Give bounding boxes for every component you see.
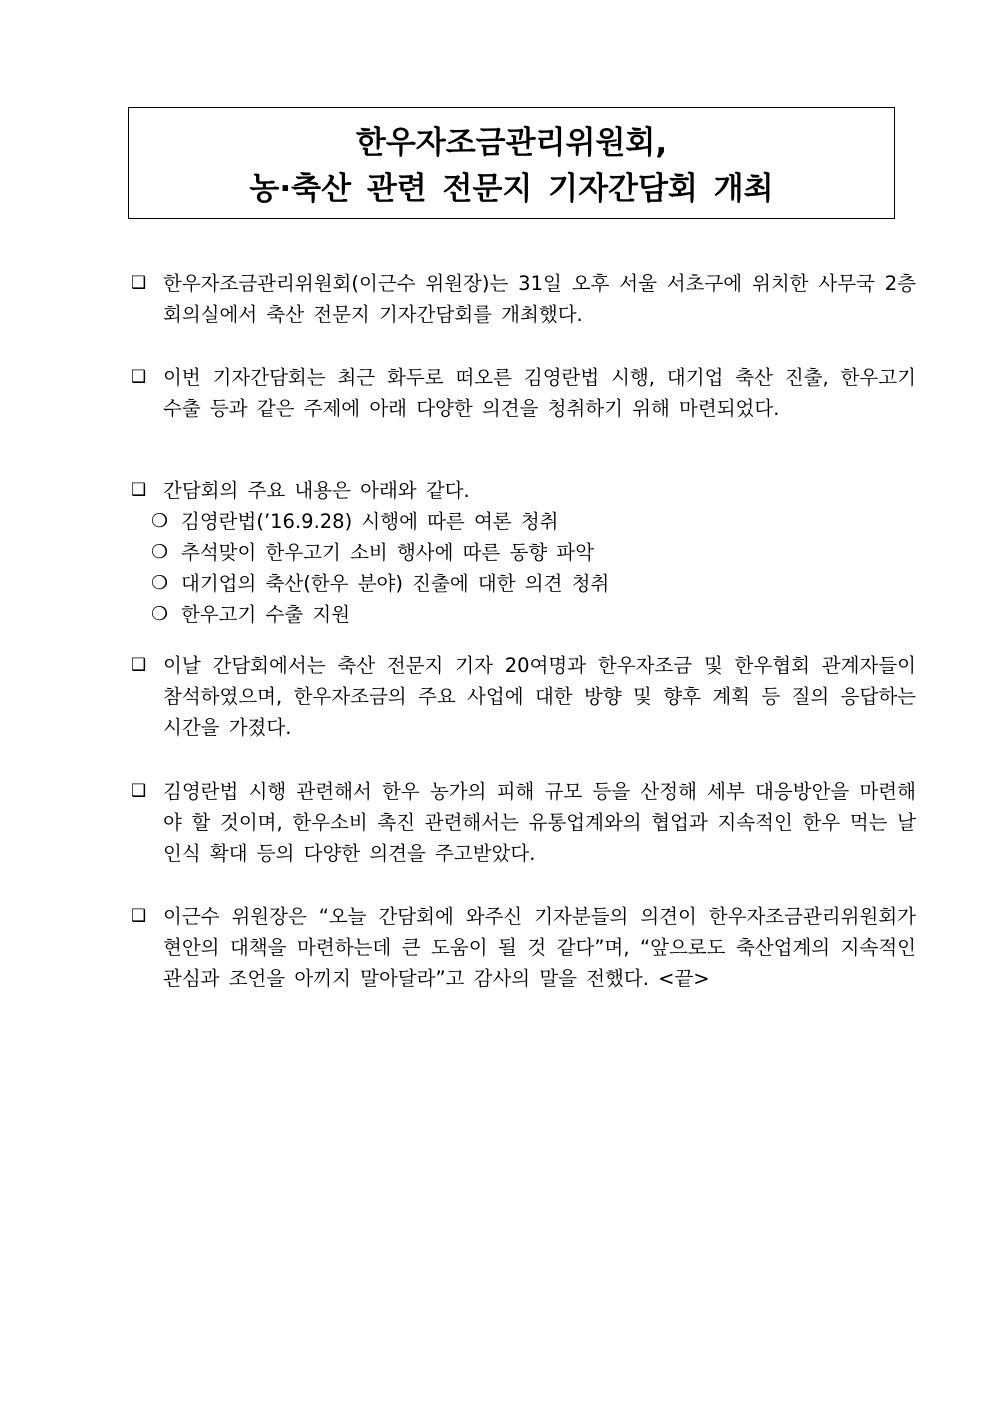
sub-item bbox=[131, 568, 916, 599]
sub-item bbox=[131, 599, 916, 630]
sub-item-text: 김영란법(’16.9.28) 시행에 따른 여론 청취 bbox=[181, 510, 559, 533]
paragraph-4 bbox=[131, 650, 916, 743]
paragraph-2 bbox=[131, 362, 916, 424]
title-box bbox=[128, 107, 895, 219]
sub-item-text: 한우고기 수출 지원 bbox=[181, 603, 351, 626]
circle-bullet-icon: ❍ bbox=[151, 510, 169, 532]
title-line-2: 농·축산 관련 전문지 기자간담회 개최 bbox=[249, 171, 774, 207]
sub-item-text: 추석맞이 한우고기 소비 행사에 따른 동향 파악 bbox=[181, 541, 595, 564]
paragraph-1 bbox=[131, 268, 916, 330]
checkbox-bullet-icon: ❑ bbox=[131, 273, 147, 293]
paragraph-5 bbox=[131, 776, 916, 869]
checkbox-bullet-icon: ❑ bbox=[131, 655, 147, 675]
checkbox-bullet-icon: ❑ bbox=[131, 367, 147, 387]
paragraph-text: 김영란법 시행 관련해서 한우 농가의 피해 규모 등을 산정해 세부 대응방안을 마련해야 할 것이며, 한우소비 촉진 관련해서는 유통업계와의 협업과 지속적인 한우 먹는 날 인식 확대 등의 다양한 의견을 주고받았다. bbox=[163, 780, 916, 865]
sub-item-text: 대기업의 축산(한우 분야) 진출에 대한 의견 청취 bbox=[181, 572, 610, 595]
paragraph-3 bbox=[131, 475, 916, 630]
circle-bullet-icon: ❍ bbox=[151, 572, 169, 594]
sub-item bbox=[131, 506, 916, 537]
paragraph-6 bbox=[131, 901, 916, 994]
checkbox-bullet-icon: ❑ bbox=[131, 781, 147, 801]
paragraph-text: 이번 기자간담회는 최근 화두로 떠오른 김영란법 시행, 대기업 축산 진출, 한우고기 수출 등과 같은 주제에 아래 다양한 의견을 청취하기 위해 마련되었다. bbox=[163, 366, 916, 420]
circle-bullet-icon: ❍ bbox=[151, 603, 169, 625]
checkbox-bullet-icon: ❑ bbox=[131, 906, 147, 926]
paragraph-text: 이날 간담회에서는 축산 전문지 기자 20여명과 한우자조금 및 한우협회 관계자들이 참석하였으며, 한우자조금의 주요 사업에 대한 방향 및 향후 계획 등 질의 응답하는 시간을 가졌다. bbox=[163, 654, 916, 739]
sub-item bbox=[131, 537, 916, 568]
title-line-1: 한우자조금관리위원회, bbox=[355, 125, 668, 161]
circle-bullet-icon: ❍ bbox=[151, 541, 169, 563]
checkbox-bullet-icon: ❑ bbox=[131, 480, 147, 500]
paragraph-text: 간담회의 주요 내용은 아래와 같다. bbox=[163, 479, 470, 502]
paragraph-text: 한우자조금관리위원회(이근수 위원장)는 31일 오후 서울 서초구에 위치한 사무국 2층 회의실에서 축산 전문지 기자간담회를 개최했다. bbox=[163, 272, 916, 326]
paragraph-text: 이근수 위원장은 “오늘 간담회에 와주신 기자분들의 의견이 한우자조금관리위원회가 현안의 대책을 마련하는데 큰 도움이 될 것 같다”며, “앞으로도 축산업계의 지속적인 관심과 조언을 아끼지 말아달라”고 감사의 말을 전했다. <끝> bbox=[163, 905, 916, 990]
